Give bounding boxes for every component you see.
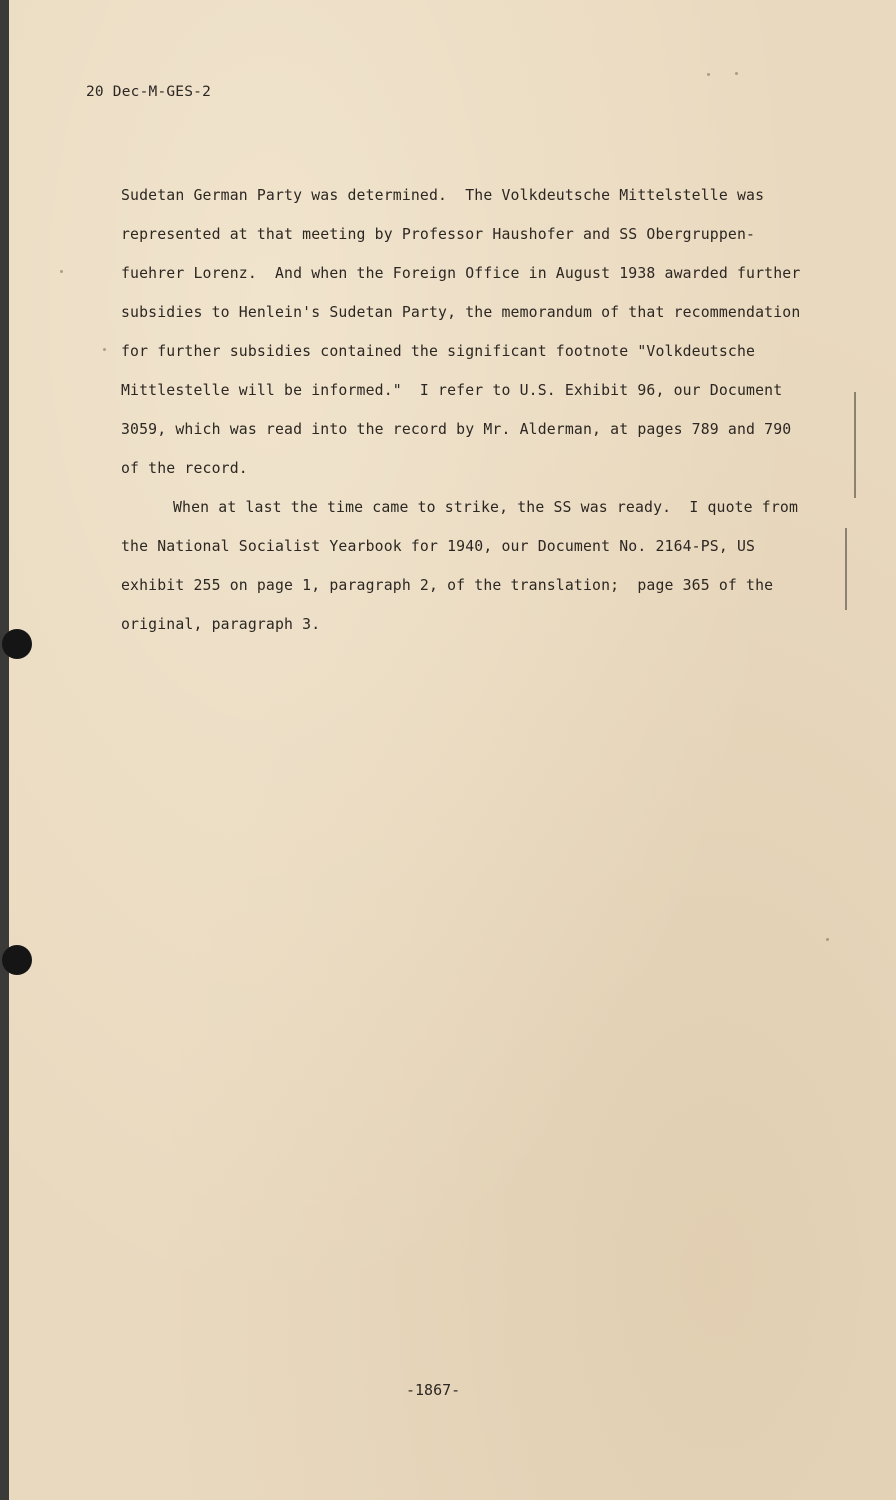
text-line: original, paragraph 3. — [121, 616, 321, 633]
text-line: Sudetan German Party was determined. The Volkdeutsche Mittelstelle was — [121, 187, 765, 204]
margin-pencil-mark — [854, 392, 856, 498]
paper-speck — [735, 72, 738, 75]
text-line: of the record. — [121, 460, 248, 477]
paper-speck — [103, 348, 106, 351]
margin-pencil-mark — [845, 528, 847, 610]
text-line: When at last the time came to strike, the SS was ready. I quote from — [173, 499, 799, 516]
page-header: 20 Dec-M-GES-2 — [86, 84, 212, 100]
paper-speck — [60, 270, 63, 273]
paragraph-2 — [121, 488, 851, 644]
page-left-edge — [0, 0, 9, 1500]
paragraph-1 — [121, 176, 851, 488]
text-line: Mittlestelle will be informed." I refer to U.S. Exhibit 96, our Document — [121, 382, 783, 399]
punch-hole — [2, 629, 32, 659]
text-line: exhibit 255 on page 1, paragraph 2, of the translation; page 365 of the — [121, 577, 774, 594]
paper-speck — [826, 938, 829, 941]
text-line: the National Socialist Yearbook for 1940, our Document No. 2164-PS, US — [121, 538, 756, 555]
text-line: fuehrer Lorenz. And when the Foreign Office in August 1938 awarded further — [121, 265, 801, 282]
text-line: for further subsidies contained the significant footnote "Volkdeutsche — [121, 343, 756, 360]
punch-hole — [2, 945, 32, 975]
text-line: represented at that meeting by Professor Haushofer and SS Obergruppen- — [121, 226, 756, 243]
paper-speck — [707, 73, 710, 76]
body-text — [121, 176, 851, 644]
text-line: 3059, which was read into the record by Mr. Alderman, at pages 789 and 790 — [121, 421, 792, 438]
text-line: subsidies to Henlein's Sudetan Party, the memorandum of that recommendation — [121, 304, 801, 321]
page-number: -1867- — [406, 1381, 461, 1399]
